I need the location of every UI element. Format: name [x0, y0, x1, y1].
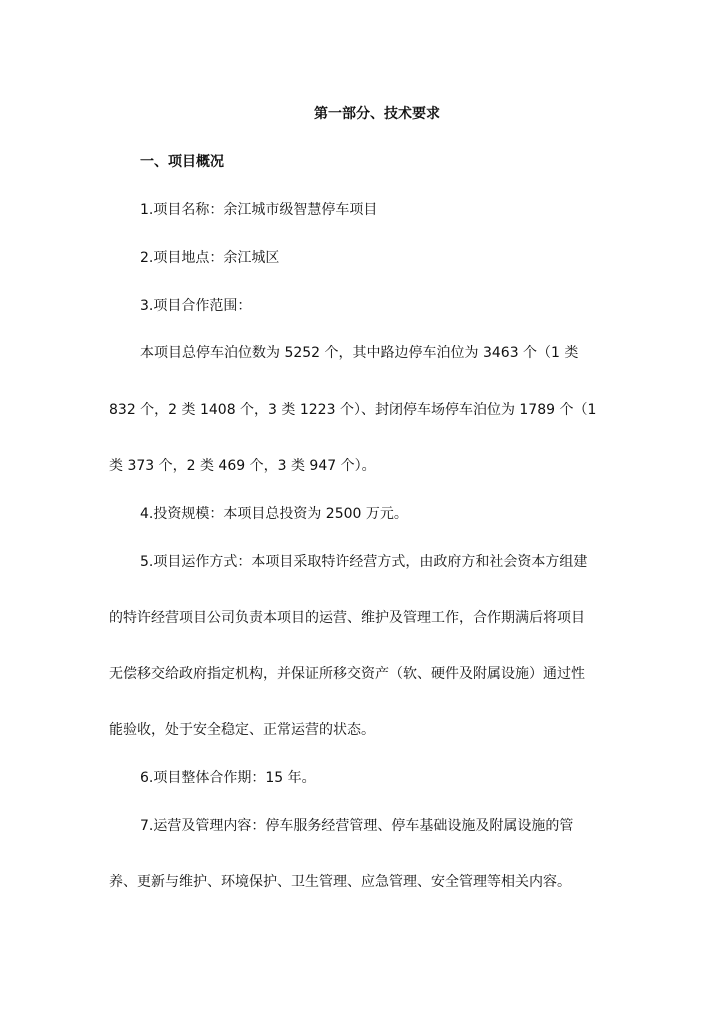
item-cooperation-period: 6.项目整体合作期：15 年。 — [140, 770, 316, 786]
item-operation-mode-line-4: 能验收，处于安全稳定、正常运营的状态。 — [109, 722, 375, 738]
scope-paragraph-line-3: 类 373 个，2 类 469 个，3 类 947 个）。 — [109, 458, 376, 474]
item-operation-mode-line-3: 无偿移交给政府指定机构，并保证所移交资产（软、硬件及附属设施）通过性 — [109, 666, 585, 682]
section-heading: 一、项目概况 — [140, 154, 224, 170]
scope-paragraph-line-2: 832 个，2 类 1408 个，3 类 1223 个）、封闭停车场停车泊位为 1789 个（1 — [109, 402, 597, 418]
scope-paragraph-line-1: 本项目总停车泊位数为 5252 个，其中路边停车泊位为 3463 个（1 类 — [140, 345, 579, 361]
item-project-location: 2.项目地点：余江城区 — [140, 250, 280, 266]
item-cooperation-scope: 3.项目合作范围： — [140, 298, 252, 314]
item-management-content-line-1: 7.运营及管理内容：停车服务经营管理、停车基础设施及附属设施的管 — [140, 818, 574, 834]
item-operation-mode-line-2: 的特许经营项目公司负责本项目的运营、维护及管理工作，合作期满后将项目 — [109, 610, 585, 626]
item-operation-mode-line-1: 5.项目运作方式：本项目采取特许经营方式，由政府方和社会资本方组建 — [140, 554, 588, 570]
document-title: 第一部分、技术要求 — [314, 106, 440, 122]
item-project-name: 1.项目名称：余江城市级智慧停车项目 — [140, 202, 378, 218]
item-management-content-line-2: 养、更新与维护、环境保护、卫生管理、应急管理、安全管理等相关内容。 — [109, 874, 571, 890]
item-investment-scale: 4.投资规模：本项目总投资为 2500 万元。 — [140, 506, 408, 522]
